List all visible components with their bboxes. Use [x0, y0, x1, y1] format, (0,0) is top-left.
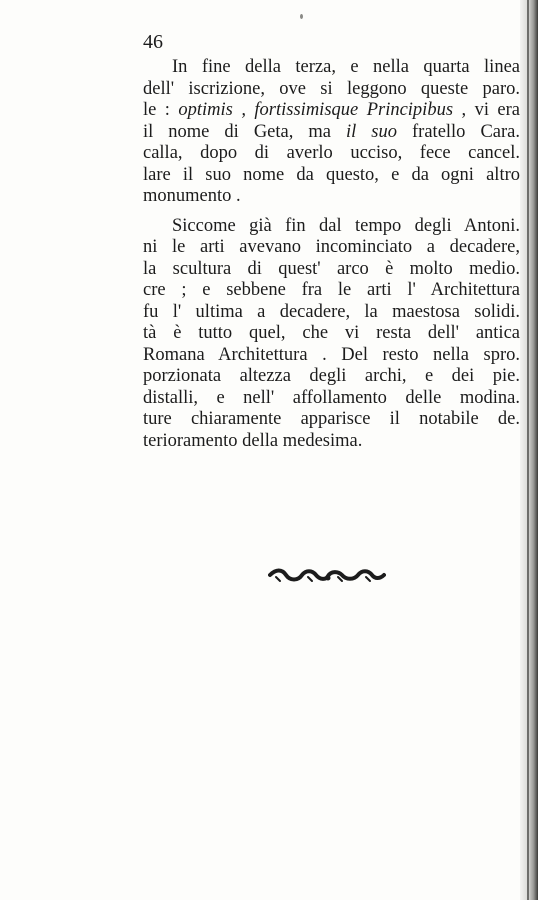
text-line: Siccome già fin dal tempo degli Antoni. [172, 215, 520, 236]
paragraph [143, 216, 520, 453]
text-line: In fine della terza, e nella quarta linea [172, 57, 520, 77]
text-run: il nome di Geta, ma [143, 121, 346, 142]
text-line: distalli, e nell' affollamento delle modina. [143, 387, 520, 408]
italic-phrase: il suo [346, 121, 397, 142]
body-text [143, 57, 520, 452]
text-line [143, 100, 520, 122]
paragraph-gap [143, 208, 520, 216]
text-line: terioramento della medesima. [143, 430, 363, 451]
text-line: lare il suo nome da questo, e da ogni altro [143, 164, 520, 185]
text-line [143, 122, 520, 144]
page-edge-line [527, 0, 529, 900]
page-edge-shadow [520, 0, 538, 900]
wave-vine-ornament-icon [268, 566, 386, 586]
text-line: Romana Architettura . Del resto nella spro. [143, 344, 520, 365]
text-line: ni le arti avevano incominciato a decadere, [143, 237, 520, 257]
paragraph [143, 57, 520, 208]
text-run: fratello Cara. [397, 121, 520, 142]
text-line: tà è tutto quel, che vi resta dell' antica [143, 323, 520, 343]
page-number: 46 [143, 31, 163, 53]
text-line: la scultura di quest' arco è molto medio. [143, 258, 520, 279]
text-line: ture chiaramente apparisce il notabile de. [143, 409, 520, 429]
text-line: monumento . [143, 186, 241, 206]
text-run: , vi era [453, 100, 520, 120]
paper-speck [300, 14, 303, 19]
text-run: le : [143, 100, 179, 120]
text-line: calla, dopo di averlo ucciso, fece cancel. [143, 143, 520, 163]
text-line: porzionata altezza degli archi, e dei pie. [143, 366, 520, 386]
text-line: cre ; e sebbene fra le arti l' Architettura [143, 280, 520, 300]
italic-phrase: optimis , fortissimisque Principibus [178, 100, 454, 120]
text-line: dell' iscrizione, ove si leggono queste paro. [143, 78, 520, 99]
text-line: fu l' ultima a decadere, la maestosa solidi. [143, 301, 520, 322]
